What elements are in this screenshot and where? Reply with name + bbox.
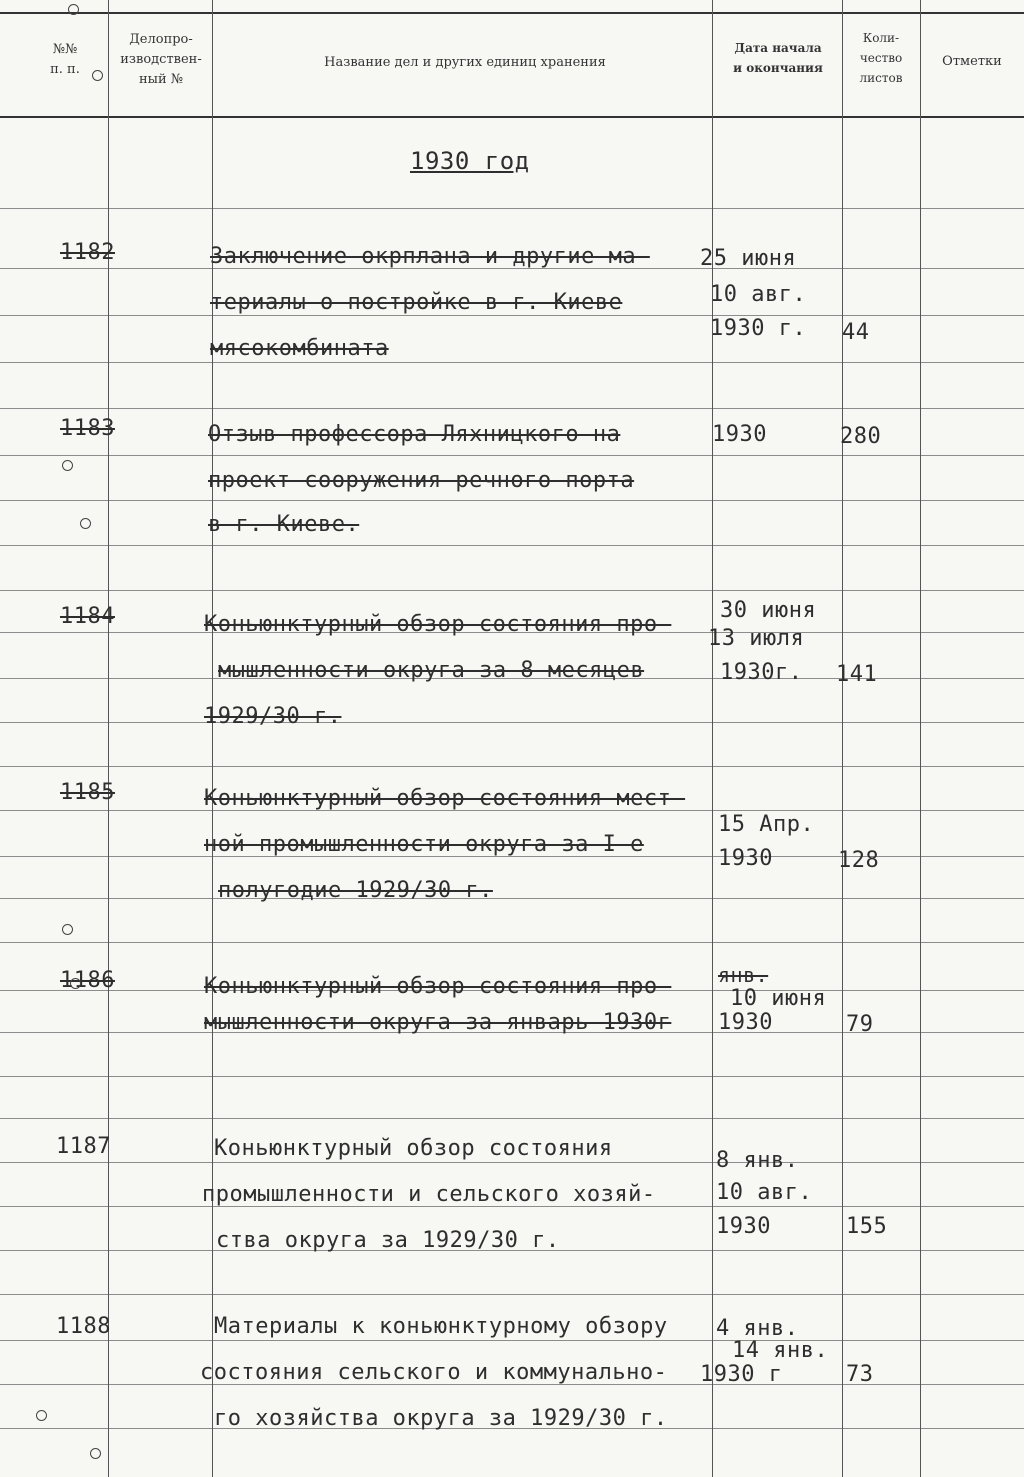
ruled-line xyxy=(0,942,1024,943)
top-border-line xyxy=(0,12,1024,14)
binding-hole-mark xyxy=(62,924,73,935)
record-title-line: Коньюнктурный обзор состояния мест- xyxy=(204,786,686,811)
record-date: 8 янв. xyxy=(716,1148,799,1173)
ruled-line xyxy=(0,1076,1024,1077)
record-date: 10 авг. xyxy=(710,282,807,307)
record-date: 25 июня xyxy=(700,246,797,271)
record-title-line: состояния сельского и коммунально- xyxy=(200,1360,668,1385)
binding-hole-mark xyxy=(62,460,73,471)
binding-hole-mark xyxy=(68,4,79,15)
record-title-line: Отзыв профессора Ляхницкого на xyxy=(208,422,621,447)
record-title-line: мышленности округа за январь 1930г xyxy=(204,1010,672,1035)
record-title-line: ной промышленности округа за I-е xyxy=(204,832,644,857)
ruled-line xyxy=(0,500,1024,501)
record-number: 1183 xyxy=(60,416,115,441)
record-number: 1182 xyxy=(60,240,115,265)
record-title-line: ства округа за 1929/30 г. xyxy=(216,1228,560,1253)
record-title-line: Заключение окрплана и другие ма- xyxy=(210,244,650,269)
ruled-line xyxy=(0,1118,1024,1119)
ruled-line xyxy=(0,898,1024,899)
record-sheets: 73 xyxy=(846,1362,874,1387)
record-date: 1930 xyxy=(716,1214,771,1239)
record-sheets: 128 xyxy=(838,848,880,873)
record-sheets: 141 xyxy=(836,662,878,687)
record-title-line: Материалы к коньюнктурному обзору xyxy=(214,1314,668,1339)
record-date: 1930г. xyxy=(720,660,803,685)
ruled-line xyxy=(0,722,1024,723)
column-divider xyxy=(212,0,213,1477)
record-date: 1930 xyxy=(718,1010,773,1035)
record-date: 13 июля xyxy=(708,626,805,651)
ruled-line xyxy=(0,590,1024,591)
record-sheets: 280 xyxy=(840,424,882,449)
column-divider xyxy=(842,0,843,1477)
header-sheets: Коли- чество листов xyxy=(859,31,903,85)
record-title-line: проект сооружения речного порта xyxy=(208,468,635,493)
column-divider xyxy=(108,0,109,1477)
record-date: 30 июня xyxy=(720,598,817,623)
header-notes: Отметки xyxy=(942,54,1002,69)
ruled-line xyxy=(0,208,1024,209)
column-divider xyxy=(712,0,713,1477)
record-number: 1186 xyxy=(60,968,115,993)
ruled-line xyxy=(0,455,1024,456)
record-date: 15 Апр. xyxy=(718,812,815,837)
binding-hole-mark xyxy=(70,978,81,989)
record-date: янв. xyxy=(718,963,769,987)
record-title-line: промышленности и сельского хозяй- xyxy=(202,1182,656,1207)
header-num: №№ п. п. xyxy=(50,42,80,77)
ruled-line xyxy=(0,1340,1024,1341)
record-sheets: 79 xyxy=(846,1012,874,1037)
ruled-line xyxy=(0,362,1024,363)
record-number: 1188 xyxy=(56,1314,111,1339)
record-date: 1930 г. xyxy=(710,316,807,341)
record-title-line: Коньюнктурный обзор состояния про- xyxy=(204,974,672,999)
column-divider xyxy=(920,0,921,1477)
ruled-line xyxy=(0,766,1024,767)
record-title-line: Коньюнктурный обзор состояния про- xyxy=(204,612,672,637)
binding-hole-mark xyxy=(80,518,91,529)
record-title-line: в г. Киеве. xyxy=(208,512,360,537)
ruled-line xyxy=(0,545,1024,546)
header-office-number: Делопро- изводствен- ный № xyxy=(120,32,202,87)
record-title-line: 1929/30 г. xyxy=(204,704,342,729)
record-date: 14 янв. xyxy=(732,1338,829,1363)
ruled-line xyxy=(0,1162,1024,1163)
record-sheets: 155 xyxy=(846,1214,888,1239)
record-number: 1187 xyxy=(56,1134,111,1159)
header-bottom-line xyxy=(0,116,1024,118)
record-sheets: 44 xyxy=(842,320,870,345)
header-dates: Дата начала и окончания xyxy=(733,41,823,75)
record-date: 10 авг. xyxy=(716,1180,813,1205)
binding-hole-mark xyxy=(90,1448,101,1459)
ruled-line xyxy=(0,408,1024,409)
binding-hole-mark xyxy=(92,70,103,81)
record-number: 1185 xyxy=(60,780,115,805)
record-date: 1930 xyxy=(712,422,767,447)
record-date: 1930 xyxy=(718,846,773,871)
binding-hole-mark xyxy=(36,1410,47,1421)
record-date: 4 янв. xyxy=(716,1316,799,1341)
record-title-line: Коньюнктурный обзор состояния xyxy=(214,1136,613,1161)
record-date: 1930 г xyxy=(700,1362,783,1387)
header-title: Название дел и других единиц хранения xyxy=(324,55,606,70)
record-title-line: го хозяйства округа за 1929/30 г. xyxy=(214,1406,668,1431)
record-number: 1184 xyxy=(60,604,115,629)
record-title-line: полугодие 1929/30 г. xyxy=(218,878,493,903)
record-title-line: мышленности округа за 8 месяцев xyxy=(218,658,645,683)
ruled-line xyxy=(0,1294,1024,1295)
record-title-line: мясокомбината xyxy=(210,336,389,361)
record-title-line: териалы о постройке в г. Киеве xyxy=(210,290,623,315)
year-heading: 1930 год xyxy=(410,147,530,175)
record-date: 10 июня xyxy=(730,986,827,1011)
